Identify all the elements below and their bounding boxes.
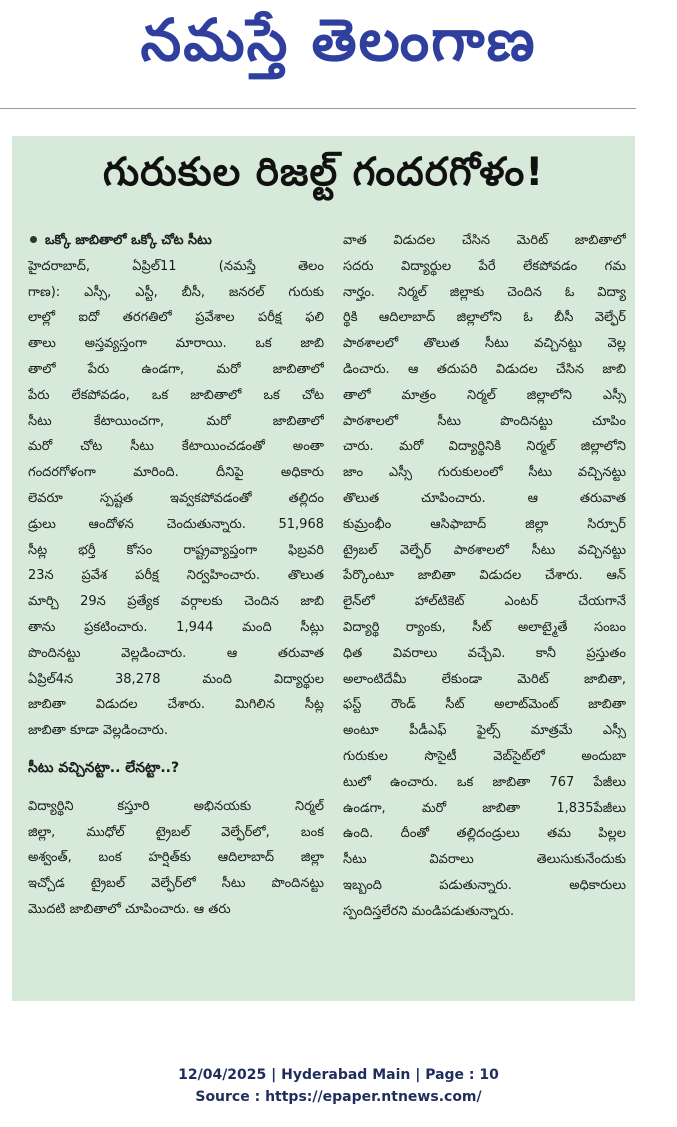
article-text-line: గందరగోళంగా మారింది. దీనిపై అధికారు xyxy=(28,465,324,481)
article-text-line: ధిత వివరాలు వచ్చేవి. కానీ ప్రస్తుతం xyxy=(343,645,626,661)
bullet-icon xyxy=(30,236,37,243)
article-body-part-2 xyxy=(28,794,324,923)
article-subheading: సీటు వచ్చినట్టా.. లేనట్టా..? xyxy=(28,759,180,776)
article-text-line: ఇబ్బంది పడుతున్నారు. అధికారులు xyxy=(343,877,626,893)
article-text-line: పేర్కొంటూ జాబితా విడుదల చేశారు. ఆన్ xyxy=(343,568,626,584)
article-text-line: నార్హం. నిర్మల్ జిల్లాకు చెందిన ఓ విద్యా xyxy=(343,284,626,300)
article-bullet xyxy=(28,228,324,254)
article-text-line: ఉండగా, మరో జాబితా 1,835పేజీలు xyxy=(343,800,626,816)
article-text-line: విద్యార్థిని కస్తూరి అభినయకు నిర్మల్ xyxy=(28,798,324,814)
article-text-line: స్పందిస్తలేరని మండిపడుతున్నారు. xyxy=(343,903,515,919)
article-text-line: పొందినట్టు వెల్లడించారు. ఆ తరువాత xyxy=(28,645,324,661)
article-text-line: ఫస్ట్ రౌండ్ సీట్ అలాట్‌మెంట్ జాబితా xyxy=(343,697,626,713)
article-text-line: ట్రైబల్ వెల్ఫేర్ పాఠశాలలో సీటు వచ్చినట్టు xyxy=(343,542,626,558)
article-text-line: తాలో మాత్రం నిర్మల్ జిల్లాలోని ఎస్సీ xyxy=(343,387,626,403)
article-headline: గురుకుల రిజల్ట్ గందరగోళం! xyxy=(102,150,545,195)
article-text-line: జాబితా కూడా వెల్లడించారు. xyxy=(28,723,168,739)
footer-source: Source : https://epaper.ntnews.com/ xyxy=(195,1089,482,1105)
article-column-left xyxy=(28,228,324,923)
article-text-line: హైదరాబాద్, ఏప్రిల్11 (నమస్తే తెలం xyxy=(28,258,324,274)
article-text-line: సీటు వివరాలు తెలుసుకునేందుకు xyxy=(343,852,626,868)
article-text-line: లెవరూ స్పష్టత ఇవ్వకపోవడంతో తల్లిదం xyxy=(28,490,324,506)
article-text-line: మరో చోట సీటు కేటాయించడంతో అంతా xyxy=(28,439,324,455)
article-text-line: పాఠశాలలో తొలుత సీటు వచ్చినట్టు వెల్ల xyxy=(343,336,626,352)
article-body-part-3 xyxy=(343,228,626,925)
article-text-line: ర్థికి ఆదిలాబాద్ జిల్లాలోని ఓ బీసీ వెల్ఫేర్ xyxy=(343,310,626,326)
article-text-line: సదరు విద్యార్థుల పేరే లేకపోవడం గమ xyxy=(343,258,626,274)
article-text-line: లైన్‌లో హాల్‌టికెట్ ఎంటర్ చేయగానే xyxy=(343,594,626,610)
article-text-line: ఏప్రిల్4న 38,278 మంది విద్యార్థుల xyxy=(28,671,324,687)
article-text-line: జిల్లా, ముధోల్ ట్రైబల్ వెల్ఫేర్‌లో, బంక xyxy=(28,824,324,840)
footer-edition-info: 12/04/2025 | Hyderabad Main | Page : 10 xyxy=(178,1067,499,1083)
article-text-line: టులో ఉంచారు. ఒక జాబితా 767 పేజీలు xyxy=(343,774,626,790)
article-text-line: తాను ప్రకటించారు. 1,944 మంది సీట్లు xyxy=(28,619,324,635)
article-text-line: చారు. మరో విద్యార్థినికి నిర్మల్ జిల్లాలోని xyxy=(343,439,626,455)
article-text-line: తాలో పేరు ఉండగా, మరో జాబితాలో xyxy=(28,361,324,377)
article-text-line: అశ్వంత్, బంక హర్షిత్‌కు ఆదిలాబాద్ జిల్లా xyxy=(28,850,324,866)
masthead-divider xyxy=(0,108,636,109)
article-text-line: డించారు. ఆ తదుపరి విడుదల చేసిన జాబి xyxy=(343,361,626,377)
article-text-line: పాఠశాలలో సీటు పొందినట్టు చూపిం xyxy=(343,413,626,429)
article-text-line: 23న ప్రవేశ పరీక్ష నిర్వహించారు. తొలుత xyxy=(28,568,324,584)
article-text-line: తాలు అస్తవ్యస్తంగా మారాయి. ఒక జాబి xyxy=(28,336,324,352)
article-text-line: గాణ): ఎస్సీ, ఎస్టీ, బీసీ, జనరల్ గురుకు xyxy=(28,284,324,300)
article-text-line: పేరు లేకపోవడం, ఒక జాబితాలో ఒక చోట xyxy=(28,387,324,403)
article-text-line: తొలుత చూపించారు. ఆ తరువాత xyxy=(343,490,626,506)
article-text-line: కుమ్రంభీం ఆసిఫాబాద్ జిల్లా సిర్పూర్ xyxy=(343,516,626,532)
article-body-part-1 xyxy=(28,254,324,744)
masthead-logo: నమస్తే తెలంగాణ xyxy=(140,6,537,74)
article-text-line: సీటు కేటాయించగా, మరో జాబితాలో xyxy=(28,413,324,429)
article-text-line: విద్యార్థి ర్యాంకు, సీట్ అలాట్మైతే సంబం xyxy=(343,619,626,635)
article-text-line: సీట్ల భర్తీ కోసం రాష్ట్రవ్యాప్తంగా ఫిబ్రవరి xyxy=(28,542,324,558)
article-text-line: మార్చి 29న ప్రత్యేక వర్గాలకు చెందిన జాబి xyxy=(28,594,324,610)
masthead xyxy=(0,0,677,100)
article-text-line: గురుకుల సొసైటీ వెబ్‌సైట్‌లో అందుబా xyxy=(343,748,626,764)
article-text-line: ఇచ్చోడ ట్రైబల్ వెల్ఫేర్‌లో సీటు పొందినట్టు xyxy=(28,876,324,892)
article-text-line: డ్రులు ఆందోళన చెందుతున్నారు. 51,968 xyxy=(28,516,324,532)
article-text-line: జాబితా విడుదల చేశారు. మిగిలిన సీట్ల xyxy=(28,697,324,713)
article-bullet-text: ఒక్కో జాబితాలో ఒక్కో చోట సీటు xyxy=(45,233,212,248)
article-text-line: ఉంది. దీంతో తల్లిదండ్రులు తమ పిల్లల xyxy=(343,826,626,842)
article-column-right xyxy=(343,228,626,925)
article-text-line: లాల్లో ఐదో తరగతిలో ప్రవేశాల పరీక్ష ఫలి xyxy=(28,310,324,326)
article-text-line: అలాంటిదేమీ లేకుండా మెరిట్ జాబితా, xyxy=(343,671,626,687)
article-text-line: జాం ఎస్సీ గురుకులంలో సీటు వచ్చినట్టు xyxy=(343,465,626,481)
article-clipping xyxy=(12,136,635,1001)
article-text-line: మొదటి జాబితాలో చూపించారు. ఆ తరు xyxy=(28,901,231,917)
article-text-line: వాత విడుదల చేసిన మెరిట్ జాబితాలో xyxy=(343,233,626,248)
article-text-line: అంటూ పీడీఎఫ్ ఫైల్స్ మాత్రమే ఎస్సీ xyxy=(343,723,626,739)
